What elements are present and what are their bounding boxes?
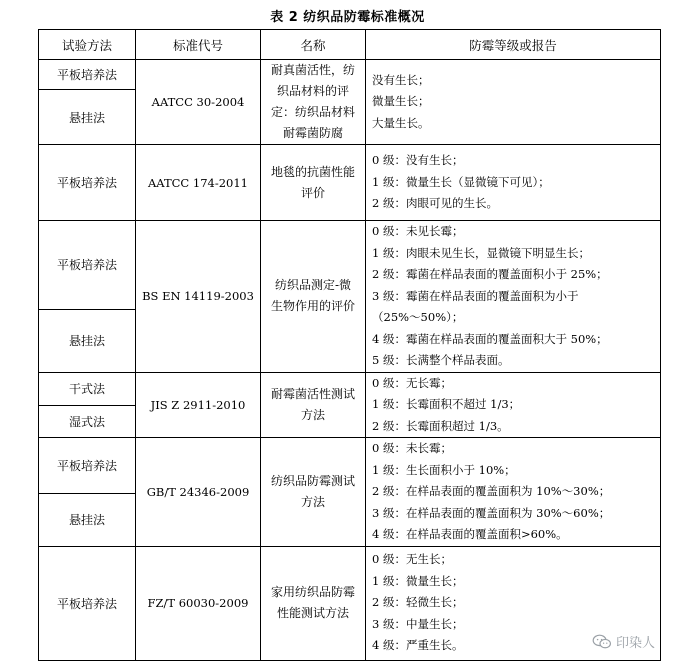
grade-cell: 0 级：没有生长； 1 级：微量生长（显微镜下可见）； 2 级：肉眼可见的生长。	[366, 145, 661, 221]
table-caption: 表 2 纺织品防霉标准概况	[270, 10, 425, 25]
grade-cell: 没有生长； 微量生长； 大量生长。	[366, 60, 661, 145]
standard-code-cell: BS EN 14119-2003	[136, 221, 261, 373]
standard-name-cell: 纺织品防霉测试 方法	[261, 438, 366, 547]
standard-code-cell: JIS Z 2911-2010	[136, 372, 261, 438]
method-cell: 平板培养法	[39, 546, 136, 660]
method-cell: 湿式法	[39, 405, 136, 437]
header-test-method: 试验方法	[39, 30, 136, 60]
table-row	[39, 145, 661, 221]
grade-cell: 0 级：无生长； 1 级：微量生长； 2 级：轻微生长； 3 级：中量生长； 4 级：严重生长。	[366, 546, 661, 660]
table-row	[39, 372, 661, 405]
method-cell: 干式法	[39, 372, 136, 405]
standard-name-cell: 地毯的抗菌性能 评价	[261, 145, 366, 221]
watermark	[592, 632, 655, 651]
standard-code-cell: AATCC 174-2011	[136, 145, 261, 221]
method-cell: 悬挂法	[39, 90, 136, 145]
method-cell: 悬挂法	[39, 309, 136, 372]
header-standard-code: 标准代号	[136, 30, 261, 60]
header-name: 名称	[261, 30, 366, 60]
standard-code-cell: FZ/T 60030-2009	[136, 546, 261, 660]
table-row	[39, 221, 661, 310]
wechat-icon	[592, 634, 612, 650]
method-cell: 平板培养法	[39, 60, 136, 90]
grade-cell: 0 级：未见长霉； 1 级：肉眼未见生长，显微镜下明显生长； 2 级：霉菌在样品表面的覆盖面积小于 25%； 3 级：霉菌在样品表面的覆盖面积为小于 （25%～50%）； 4 级：霉菌在样品表面的覆盖面积大于 50%； 5 级：长满整个样品表面。	[366, 221, 661, 373]
watermark-text: 印染人	[616, 636, 656, 651]
grade-cell: 0 级：无长霉； 1 级：长霉面积不超过 1/3； 2 级：长霉面积超过 1/3。	[366, 372, 661, 438]
method-cell: 平板培养法	[39, 438, 136, 494]
standards-table	[38, 29, 661, 661]
method-cell: 平板培养法	[39, 145, 136, 221]
table-row	[39, 438, 661, 494]
table-row	[39, 60, 661, 90]
standard-name-cell: 耐真菌活性，纺 织品材料的评 定：纺织品材料 耐霉菌防腐	[261, 60, 366, 145]
method-cell: 悬挂法	[39, 493, 136, 546]
standard-name-cell: 耐霉菌活性测试 方法	[261, 372, 366, 438]
method-cell: 平板培养法	[39, 221, 136, 310]
standard-code-cell: AATCC 30-2004	[136, 60, 261, 145]
table-header-row	[39, 30, 661, 60]
grade-cell: 0 级：未长霉； 1 级：生长面积小于 10%； 2 级：在样品表面的覆盖面积为 10%～30%； 3 级：在样品表面的覆盖面积为 30%～60%； 4 级：在样品表面的覆盖面积>60%。	[366, 438, 661, 547]
header-grade-report: 防霉等级或报告	[366, 30, 661, 60]
standard-code-cell: GB/T 24346-2009	[136, 438, 261, 547]
standard-name-cell: 纺织品测定-微 生物作用的评价	[261, 221, 366, 373]
table-row	[39, 546, 661, 660]
standard-name-cell: 家用纺织品防霉 性能测试方法	[261, 546, 366, 660]
